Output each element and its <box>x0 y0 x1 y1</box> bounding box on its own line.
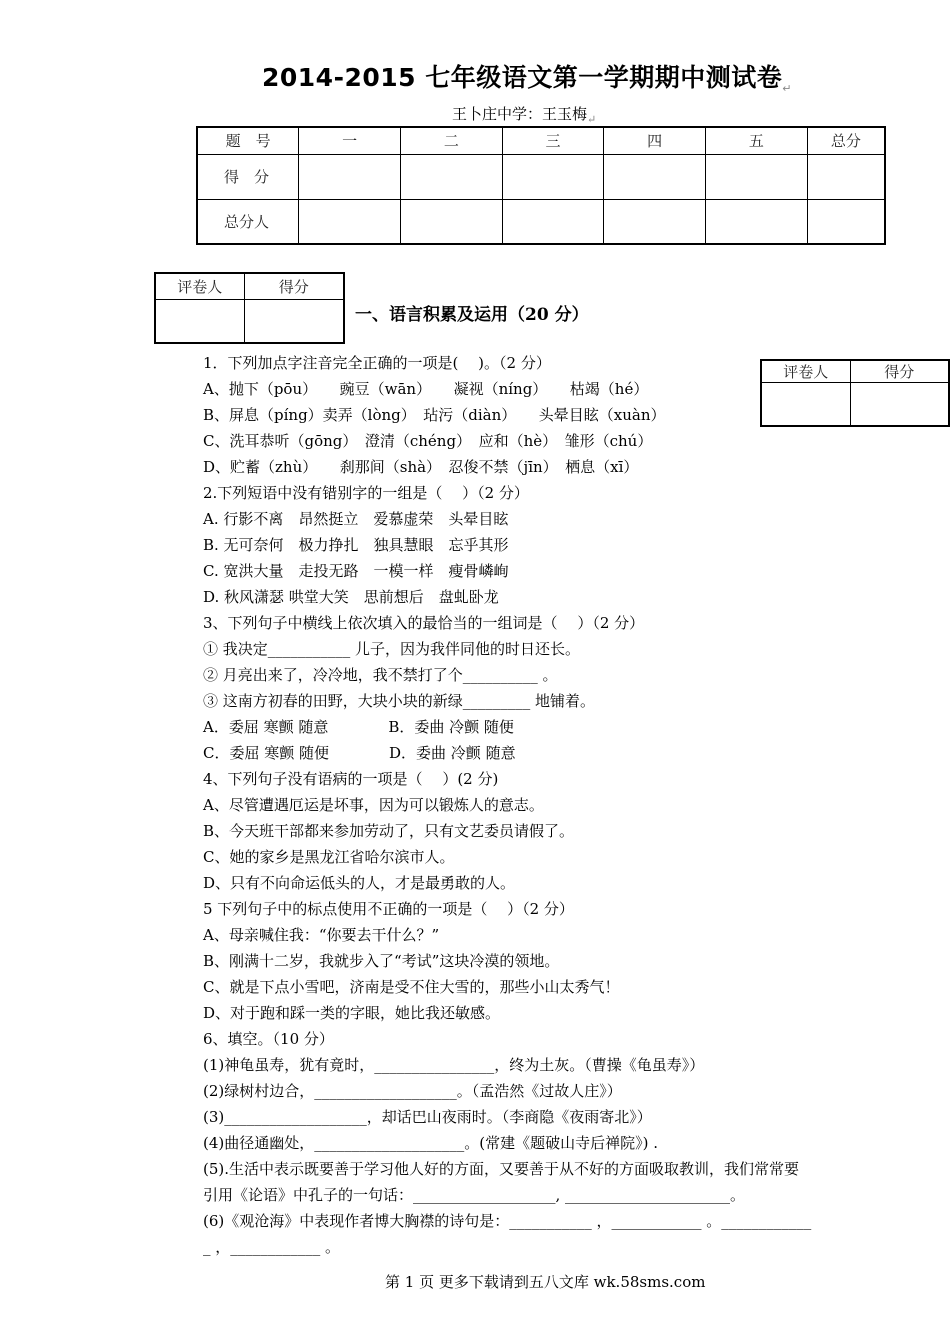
score-cell[interactable] <box>706 199 808 244</box>
score-header-cell: 五 <box>706 127 808 154</box>
question-line: (1)神龟虽寿，犹有竟时，________________，终为土灰。（曹操《龟虽寿》） <box>203 1056 705 1074</box>
question-line: B、刚满十二岁，我就步入了“考试”这块冷漠的领地。 <box>203 952 560 970</box>
question-line: B、屏息（píng）卖弄（lòng） 玷污（diàn） 头晕目眩（xuàn） <box>203 406 666 424</box>
grader-label: 评卷人 <box>155 273 244 299</box>
question-line: B、今天班干部都来参加劳动了，只有文艺委员请假了。 <box>203 822 575 840</box>
question-line: _ ，____________ 。 <box>203 1238 341 1256</box>
score-cell[interactable] <box>604 199 706 244</box>
question-line: 2.下列短语中没有错别字的一组是（ ）（2 分） <box>203 484 529 502</box>
question-line: A、母亲喊住我：“你要去干什么？” <box>203 926 440 944</box>
grader-score-cell[interactable] <box>244 299 344 343</box>
grader-score-cell[interactable] <box>850 383 949 426</box>
score-row-label: 得 分 <box>197 154 299 199</box>
score-cell[interactable] <box>502 154 604 199</box>
question-line: D、只有不向命运低头的人，才是最勇敢的人。 <box>203 874 516 892</box>
grader-box-side <box>760 359 950 427</box>
question-line: D. 秋风潇瑟 哄堂大笑 思前想后 盘虬卧龙 <box>203 588 499 606</box>
score-label: 得分 <box>244 273 344 299</box>
question-line: C、她的家乡是黑龙江省哈尔滨市人。 <box>203 848 455 866</box>
exam-subtitle: 王卜庄中学：王玉梅$_↵$ <box>452 105 597 126</box>
grader-cell[interactable] <box>761 383 850 426</box>
question-line: 4、下列句子没有语病的一项是（ ）(2 分) <box>203 770 499 788</box>
exam-title: 2014-2015 七年级语文第一学期期中测试卷$_↵$ <box>262 63 792 95</box>
question-line: A．委屈 寒颤 随意 B．委曲 冷颤 随便 <box>203 718 514 736</box>
grader-cell[interactable] <box>155 299 244 343</box>
question-line: 6、填空。（10 分） <box>203 1030 334 1048</box>
score-cell[interactable] <box>299 199 401 244</box>
score-cell[interactable] <box>502 199 604 244</box>
score-cell[interactable] <box>807 199 885 244</box>
score-cell[interactable] <box>401 199 503 244</box>
question-line: ② 月亮出来了，冷冷地，我不禁打了个__________ 。 <box>203 666 558 684</box>
question-line: 引用《论语》中孔子的一句话：___________________, ______________________。 <box>203 1186 746 1204</box>
score-header-cell: 题 号 <box>197 127 299 154</box>
question-line: ③ 这南方初春的田野，大块小块的新绿_________ 地铺着。 <box>203 692 596 710</box>
question-line: (4)曲径通幽处，____________________。(常建《题破山寺后禅院》) . <box>203 1134 658 1152</box>
score-header-cell: 四 <box>604 127 706 154</box>
score-table <box>196 126 886 245</box>
question-line: B. 无可奈何 极力挣扎 独具慧眼 忘乎其形 <box>203 536 509 554</box>
question-line: 1．下列加点字注音完全正确的一项是( )。（2 分） <box>203 354 551 372</box>
score-header-cell: 三 <box>502 127 604 154</box>
question-line: A. 行影不离 昂然挺立 爱慕虚荣 头晕目眩 <box>203 510 509 528</box>
score-row <box>197 154 885 199</box>
score-cell[interactable] <box>706 154 808 199</box>
question-line: D、对于跑和踩一类的字眼，她比我还敏感。 <box>203 1004 501 1022</box>
score-cell[interactable] <box>299 154 401 199</box>
question-line: (2)绿树村边合，___________________。（孟浩然《过故人庄》） <box>203 1082 622 1100</box>
scorer-row-label: 总分人 <box>197 199 299 244</box>
scorer-row <box>197 199 885 244</box>
question-line: D、贮蓄（zhù） 刹那间（shà） 忍俊不禁（jīn） 栖息（xī） <box>203 458 639 476</box>
question-line: (5).生活中表示既要善于学习他人好的方面，又要善于从不好的方面吸取教训，我们常常要 <box>203 1160 800 1178</box>
page-footer: 第 1 页 更多下载请到五八文库 wk.58sms.com <box>385 1273 706 1291</box>
question-line: 5 下列句子中的标点使用不正确的一项是（ ）（2 分） <box>203 900 574 918</box>
question-line: (3)___________________，却话巴山夜雨时。（李商隐《夜雨寄北》） <box>203 1108 652 1126</box>
score-cell[interactable] <box>807 154 885 199</box>
question-line: A、尽管遭遇厄运是坏事，因为可以锻炼人的意志。 <box>203 796 544 814</box>
return-mark: ↵ <box>782 82 792 95</box>
question-line: C、就是下点小雪吧，济南是受不住大雪的，那些小山太秀气！ <box>203 978 620 996</box>
question-line: C. 宽洪大量 走投无路 一模一样 瘦骨嶙峋 <box>203 562 509 580</box>
score-header-cell: 一 <box>299 127 401 154</box>
return-mark: ↵ <box>587 113 597 126</box>
question-line: C．委屈 寒颤 随便 D．委曲 冷颤 随意 <box>203 744 516 762</box>
score-cell[interactable] <box>604 154 706 199</box>
score-cell[interactable] <box>401 154 503 199</box>
question-line: (6)《观沧海》中表现作者博大胸襟的诗句是：___________ ，____________ 。____________ <box>203 1212 812 1230</box>
score-header-cell: 总分 <box>807 127 885 154</box>
question-line: 3、下列句子中横线上依次填入的最恰当的一组词是（ ）（2 分） <box>203 614 645 632</box>
section-title: 一、语言积累及运用（20 分） <box>355 305 589 325</box>
question-line: A、抛下（pōu） 豌豆（wān） 凝视（níng） 枯竭（hé） <box>203 380 649 398</box>
score-label: 得分 <box>850 360 949 383</box>
grader-label: 评卷人 <box>761 360 850 383</box>
score-table-header-row <box>197 127 885 154</box>
grader-box-section1 <box>154 272 345 344</box>
question-line: ① 我决定___________ 儿子，因为我伴同他的时日还长。 <box>203 640 581 658</box>
score-header-cell: 二 <box>401 127 503 154</box>
question-line: C、洗耳恭听（gōng） 澄清（chéng） 应和（hè） 雏形（chú） <box>203 432 653 450</box>
